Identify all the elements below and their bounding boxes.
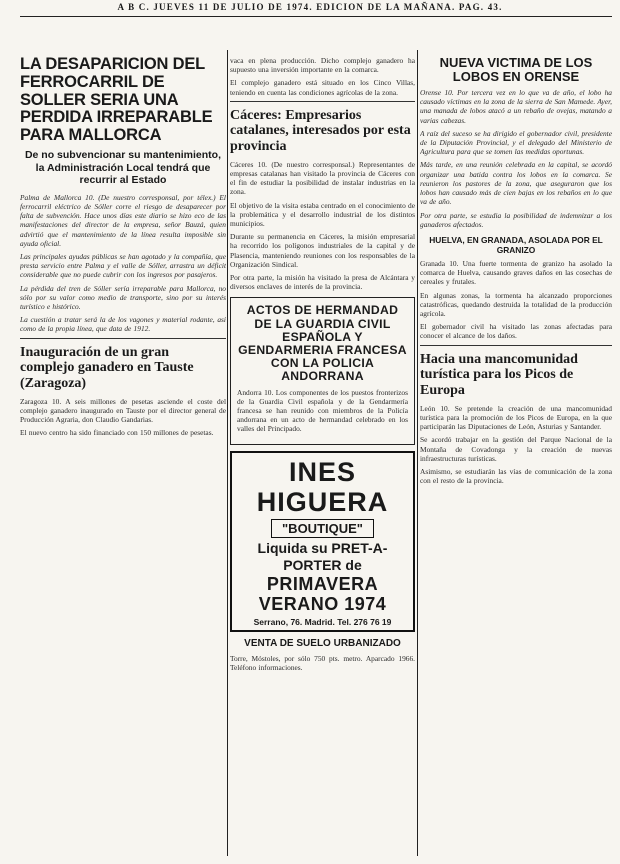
article-paragraph: Palma de Mallorca 10. (De nuestro corresponsal, por télex.) El ferrocarril eléctrico de Sóller corre el riesgo de desaparecer por falta de subvención. Hace unos días este diario se hizo eco de las manifestaciones del director de la empresa, señor Bauzá, quien advirtió que el mantenimiento de la línea resulta imposible sin ayuda oficial.	[20, 192, 226, 248]
article-paragraph: Más tarde, en una reunión celebrada en la capital, se acordó organizar una batida contra los lobos en la comarca. Se reunieron los pastores de la zona, que aseguraron que los lobos han causado más de cien bajas en los rebaños en lo que va de año.	[420, 160, 612, 207]
article-paragraph: El nuevo centro ha sido financiado con 150 millones de pesetas.	[20, 428, 214, 438]
guardia-civil-box	[230, 297, 415, 444]
column-2	[230, 56, 415, 864]
article-paragraph: Andorra 10. Los componentes de los puestos fronterizos de la Guardia Civil española y de la Gendarmería francesa se han reunido con miembros de la Policía andorrana en un acto de hermandad celebrado en los valles del Principado.	[237, 387, 408, 434]
ad-brand-name: INES HIGUERA	[256, 456, 389, 517]
column-1	[20, 56, 226, 864]
article-paragraph: Durante su permanencia en Cáceres, la misión empresarial ha recorrido los polígonos industriales de la capital y de Plasencia, manteniendo reuniones con los responsables de la Organización Sindical.	[230, 232, 415, 269]
article-paragraph: Zaragoza 10. A seis millones de pesetas asciende el coste del complejo ganadero inaugurado en Tauste por el director general de Producción Agraria, don Claudio Gandarias.	[20, 396, 226, 425]
column-3	[420, 56, 612, 864]
headline-lobos: NUEVA VICTIMA DE LOS LOBOS EN ORENSE	[439, 56, 593, 85]
column-divider-2	[417, 50, 418, 856]
headline-tauste: Inauguración de un gran complejo ganadero en Tauste (Zaragoza)	[20, 344, 194, 392]
subhead-soller: De no subvencionar su mantenimiento, la Administración Local tendrá que recurrir al Estado	[24, 149, 222, 187]
headline-caceres: Cáceres: Empresarios catalanes, interesados por esta provincia	[230, 107, 411, 155]
masthead: A B C. JUEVES 11 DE JULIO DE 1974. EDICION DE LA MAÑANA. PAG. 43.	[117, 2, 503, 12]
article-paragraph: La pérdida del tren de Sóller sería irreparable para Mallorca, no sólo por su valor como medio de transporte, sino por su interés turístico e histórico.	[20, 283, 226, 312]
article-paragraph: Por otra parte, la misión ha visitado la presa de Alcántara y diversos enclaves de interés de la provincia.	[230, 273, 415, 292]
article-paragraph: Por otra parte, se estudia la posibilidad de indemnizar a los ganaderos afectados.	[420, 210, 612, 229]
separator	[230, 101, 415, 102]
ad-address: Serrano, 76. Madrid. Tel. 276 76 19	[253, 616, 392, 627]
headline-picos-europa: Hacia una mancomunidad turística para los Picos de Europa	[420, 351, 578, 399]
subhead-granizo: HUELVA, EN GRANADA, ASOLADA POR EL GRANIZO	[429, 234, 603, 255]
article-paragraph: Orense 10. Por tercera vez en lo que va de año, el lobo ha causado víctimas en la zona de la sierra de San Mamede. Ayer, una manada de lobos atacó a un rebaño de ovejas, matando a varias cabezas.	[420, 88, 612, 125]
article-paragraph: En algunas zonas, la tormenta ha alcanzado proporciones catastróficas, quedando destruida la totalidad de la producción agrícola.	[420, 290, 612, 319]
column-divider-1	[227, 50, 228, 856]
headline-soller: LA DESAPARICION DEL FERROCARRIL DE SOLLER SERIA UNA PERDIDA IRREPARABLE PARA MALLORCA	[20, 56, 213, 145]
classified-body: Torre, Móstoles, por sólo 750 pts. metro. Aparcado 1966. Teléfono informaciones.	[230, 653, 415, 672]
masthead-rule	[20, 16, 612, 17]
article-paragraph: Cáceres 10. (De nuestro corresponsal.) Representantes de empresas catalanas han visitado la provincia de Cáceres con el fin de estudiar la posibilidad de instalar industrias en la zona.	[230, 159, 415, 197]
headline-guardia-civil: ACTOS DE HERMANDAD DE LA GUARDIA CIVIL ESPAÑOLA Y GENDARMERIA FRANCESA CON LA POLICIA ANDORRANA	[238, 303, 407, 384]
article-paragraph: A raíz del suceso se ha dirigido el gobernador civil, presidente de la Diputación Provincial, y el delegado del Ministerio de Agricultura para que se tomen las medidas oportunas.	[420, 128, 612, 157]
article-paragraph: Granada 10. Una fuerte tormenta de granizo ha asolado la comarca de Huelva, causando graves daños en las cosechas de cereales y frutales.	[420, 259, 612, 287]
article-paragraph: León 10. Se pretende la creación de una mancomunidad turística para la promoción de los Picos de Europa, en la que participarán las Diputaciones de León, Asturias y Santander.	[420, 403, 612, 432]
article-paragraph: Se acordó trabajar en la gestión del Parque Nacional de la Montaña de Covadonga y la creación de nuevas infraestructuras turísticas.	[420, 435, 612, 463]
separator	[420, 345, 612, 346]
article-paragraph: Asimismo, se estudiarán las vías de comunicación de la zona con el resto de la provincia.	[420, 466, 612, 486]
ad-line-1: Liquida su PRET-A-PORTER de	[257, 539, 388, 573]
article-paragraph: La cuestión a tratar será la de los vagones y material rodante, así como de la propia línea, que data de 1912.	[20, 315, 226, 334]
article-paragraph: vaca en plena producción. Dicho complejo ganadero ha supuesto una inversión importante en la comarca.	[230, 56, 415, 75]
article-paragraph: El gobernador civil ha visitado las zonas afectadas para conocer el alcance de los daños.	[420, 322, 612, 341]
separator	[20, 338, 226, 339]
article-paragraph: El complejo ganadero está situado en los Cinco Villas, teniendo en cuenta las condiciones agrícolas de la zona.	[230, 78, 415, 97]
article-paragraph: El objetivo de la visita estaba centrado en el conocimiento de la problemática y el desarrollo industrial de los distintos municipios.	[230, 200, 415, 229]
ad-boutique-tag: "BOUTIQUE"	[271, 519, 374, 538]
classified-heading: VENTA DE SUELO URBANIZADO	[244, 637, 401, 649]
advertisement-ines-higuera	[230, 451, 415, 632]
article-paragraph: Las principales ayudas públicas se han agotado y la compañía, que presta servicio entre Palma y el valle de Sóller, arrastra un déficit considerable que no puede cubrir con los ingresos por pasajeros.	[20, 252, 226, 280]
ad-line-2: PRIMAVERA VERANO 1974	[258, 573, 387, 614]
